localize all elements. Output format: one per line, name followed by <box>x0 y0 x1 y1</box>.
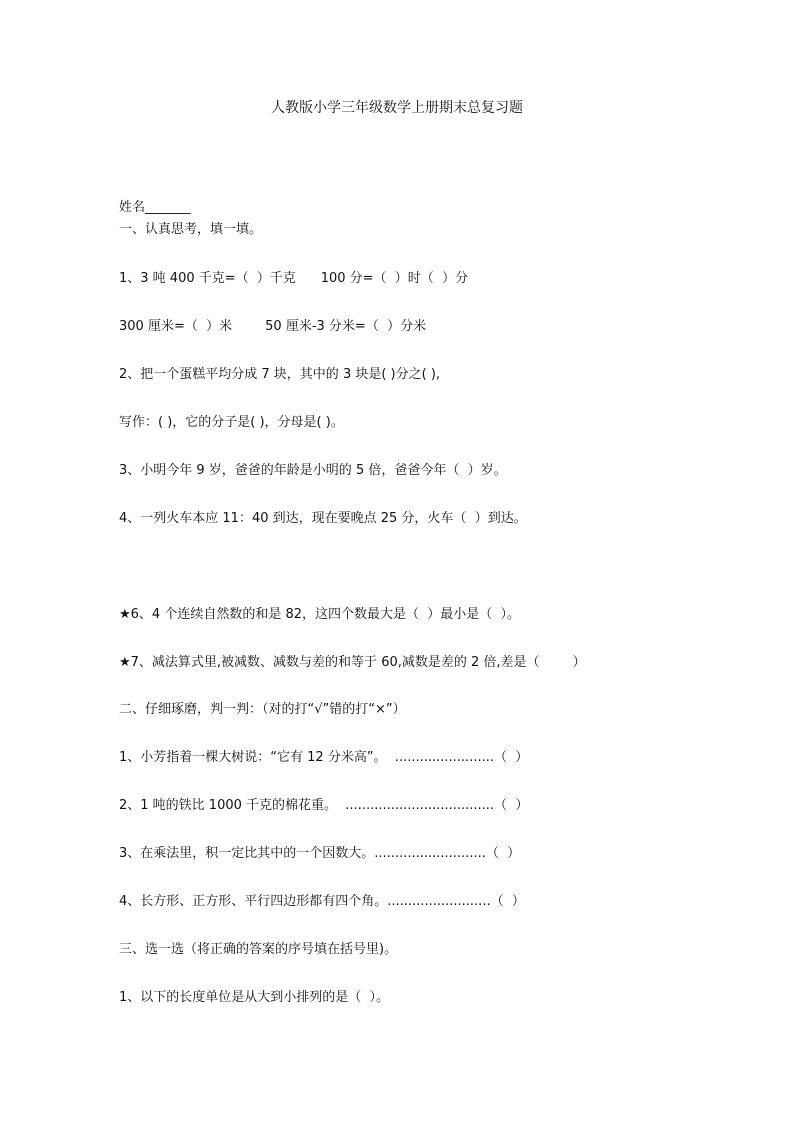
question-2-1: 1、小芳指着一棵大树说：“它有 12 分米高”。 ........................（ ） <box>119 750 529 765</box>
question-2-3: 3、在乘法里，积一定比其中的一个因数大。...........................（ ） <box>119 846 521 861</box>
question-1-1: 1、3 吨 400 千克=（ ）千克 100 分=（ ）时（ ）分 <box>119 271 469 286</box>
question-1-3: 3、小明今年 9 岁，爸爸的年龄是小明的 5 倍，爸爸今年（ ）岁。 <box>119 463 507 478</box>
section-1-heading: 一、认真思考，填一填。 <box>119 222 263 237</box>
question-1-1b: 300 厘米=（ ）米 50 厘米-3 分米=（ ）分米 <box>119 319 427 334</box>
question-1-6: ★6、4 个连续自然数的和是 82，这四个数最大是（ ）最小是（ ）。 <box>119 607 521 622</box>
question-2-2: 2、1 吨的铁比 1000 千克的棉花重。 ....................................（ ） <box>119 798 529 813</box>
question-2-4: 4、长方形、正方形、平行四边形都有四个角。.........................（ ） <box>119 894 525 909</box>
document-title: 人教版小学三年级数学上册期末总复习题 <box>271 100 523 116</box>
section-2-heading: 二、仔细琢磨，判一判：（对的打“√”错的打“×”） <box>119 702 406 717</box>
question-1-4: 4、一列火车本应 11：40 到达，现在要晚点 25 分，火车（ ）到达。 <box>119 511 527 526</box>
question-1-2: 2、把一个蛋糕平均分成 7 块，其中的 3 块是( )分之( ), <box>119 367 441 382</box>
name-line: 姓名_______ <box>119 200 191 215</box>
section-3-heading: 三、选一选（将正确的答案的序号填在括号里)。 <box>119 942 398 957</box>
question-3-1: 1、以下的长度单位是从大到小排列的是（ ）。 <box>119 990 390 1005</box>
question-1-2b: 写作：( )，它的分子是( )，分母是( )。 <box>119 415 344 430</box>
question-1-7: ★7、减法算式里,被减数、减数与差的和等于 60,减数是差的 2 倍,差是（ ） <box>119 655 586 670</box>
